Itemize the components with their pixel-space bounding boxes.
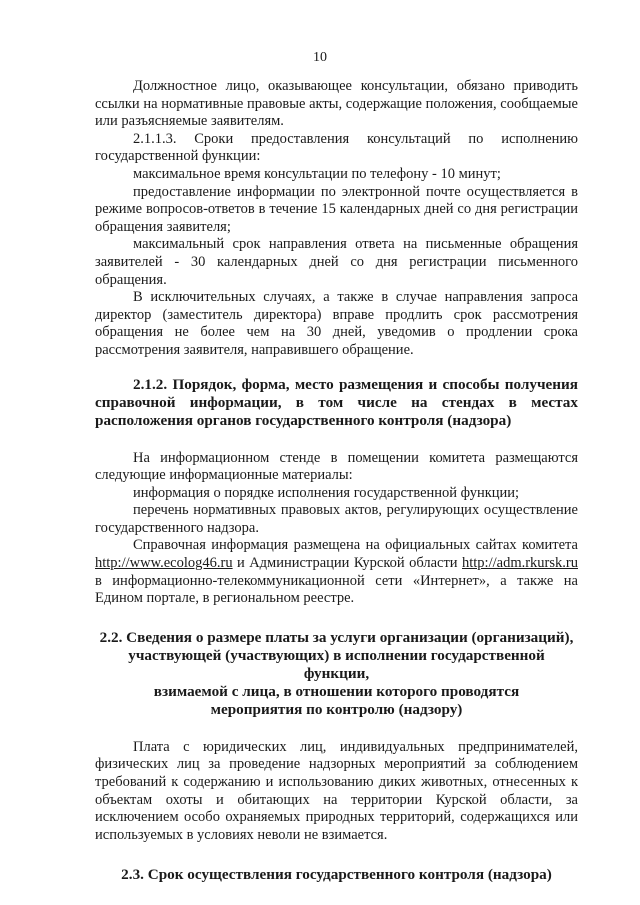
paragraph-websites [95,537,578,607]
clause-word-3: консультаций [366,130,451,147]
paragraph-legal-acts: перечень нормативных правовых актов, регулирующих осуществление государственного надзора. [95,502,578,536]
paragraph-extension: В исключительных случаях, а также в случае направления запроса директор (заместитель директора) вправе продлить срок рассмотрения обращения не более чем на 30 дней, уведомив о продлении срока рассмотрения заявителя, направившего обращение. [95,289,578,358]
clause-2-1-1-3-tail: государственной функции: [95,148,261,165]
paragraph-email: предоставление информации по электронной почте осуществляется в режиме вопросов-ответов в течение 15 календарных дней со дня регистрации обращения заявителя; [95,183,578,235]
heading-2-2-line2: участвующей (участвующих) в исполнении государственной функции, [128,646,545,682]
paragraph-fee: Плата с юридических лиц, индивидуальных предпринимателей, физических лиц за проведение надзорных мероприятий за соблюдением требований к содержанию и использованию диких животных, отнесенных к объектам охоты и обитающих на территории Курской области, за исключением особо охраняемых природных территорий, содержащихся или используемых в условиях неволи не взимается. [95,738,578,843]
clause-number: 2.1.1.3. [133,130,177,147]
websites-text-before: Справочная информация размещена на официальных сайтах комитета [133,537,578,554]
clause-word-5: исполнению [501,130,578,147]
paragraph-info-stand: На информационном стенде в помещении комитета размещаются следующие информационные материалы: [95,449,578,484]
paragraph-function-info: информация о порядке исполнения государственной функции; [133,484,520,501]
link-ecolog46[interactable]: http://www.ecolog46.ru [95,555,233,572]
heading-2-2-line4: мероприятия по контролю (надзору) [210,700,463,718]
page-content [95,78,578,884]
heading-2-2-line3: взимаемой с лица, в отношении которого проводятся [153,682,520,700]
clause-word-2: предоставления [251,130,350,147]
heading-2-3: 2.3. Срок осуществления государственного контроля (надзора) [121,866,552,884]
heading-2-2 [95,629,578,719]
websites-text-mid: и Администрации Курской области [232,555,462,572]
paragraph-written-response: максимальный срок направления ответа на письменные обращения заявителей - 30 календарных дней со дня регистрации письменного обращения. [95,236,578,288]
link-adm-rkursk[interactable]: http://adm.rkursk.ru [462,555,578,572]
paragraph-consultation-duty: Должностное лицо, оказывающее консультации, обязано приводить ссылки на нормативные правовые акты, содержащие положения, сообщаемые или разъясняемые заявителям. [95,78,578,130]
clause-word-4: по [468,130,484,147]
heading-2-2-line1: 2.2. Сведения о размере платы за услуги организации (организаций), [99,628,574,646]
websites-text-after: в информационно-телекоммуникационной сети «Интернет», а также на Едином портале, в региональном реестре. [95,572,578,607]
clause-2-1-1-3-line [95,131,578,149]
clause-word-1: Сроки [194,130,234,147]
paragraph-phone-time: максимальное время консультации по телефону - 10 минут; [133,165,501,182]
heading-2-1-2: 2.1.2. Порядок, форма, место размещения и способы получения справочной информации, в том числе на стендах в местах расположения органов государственного контроля (надзора) [95,375,578,429]
page-number: 10 [313,50,327,65]
